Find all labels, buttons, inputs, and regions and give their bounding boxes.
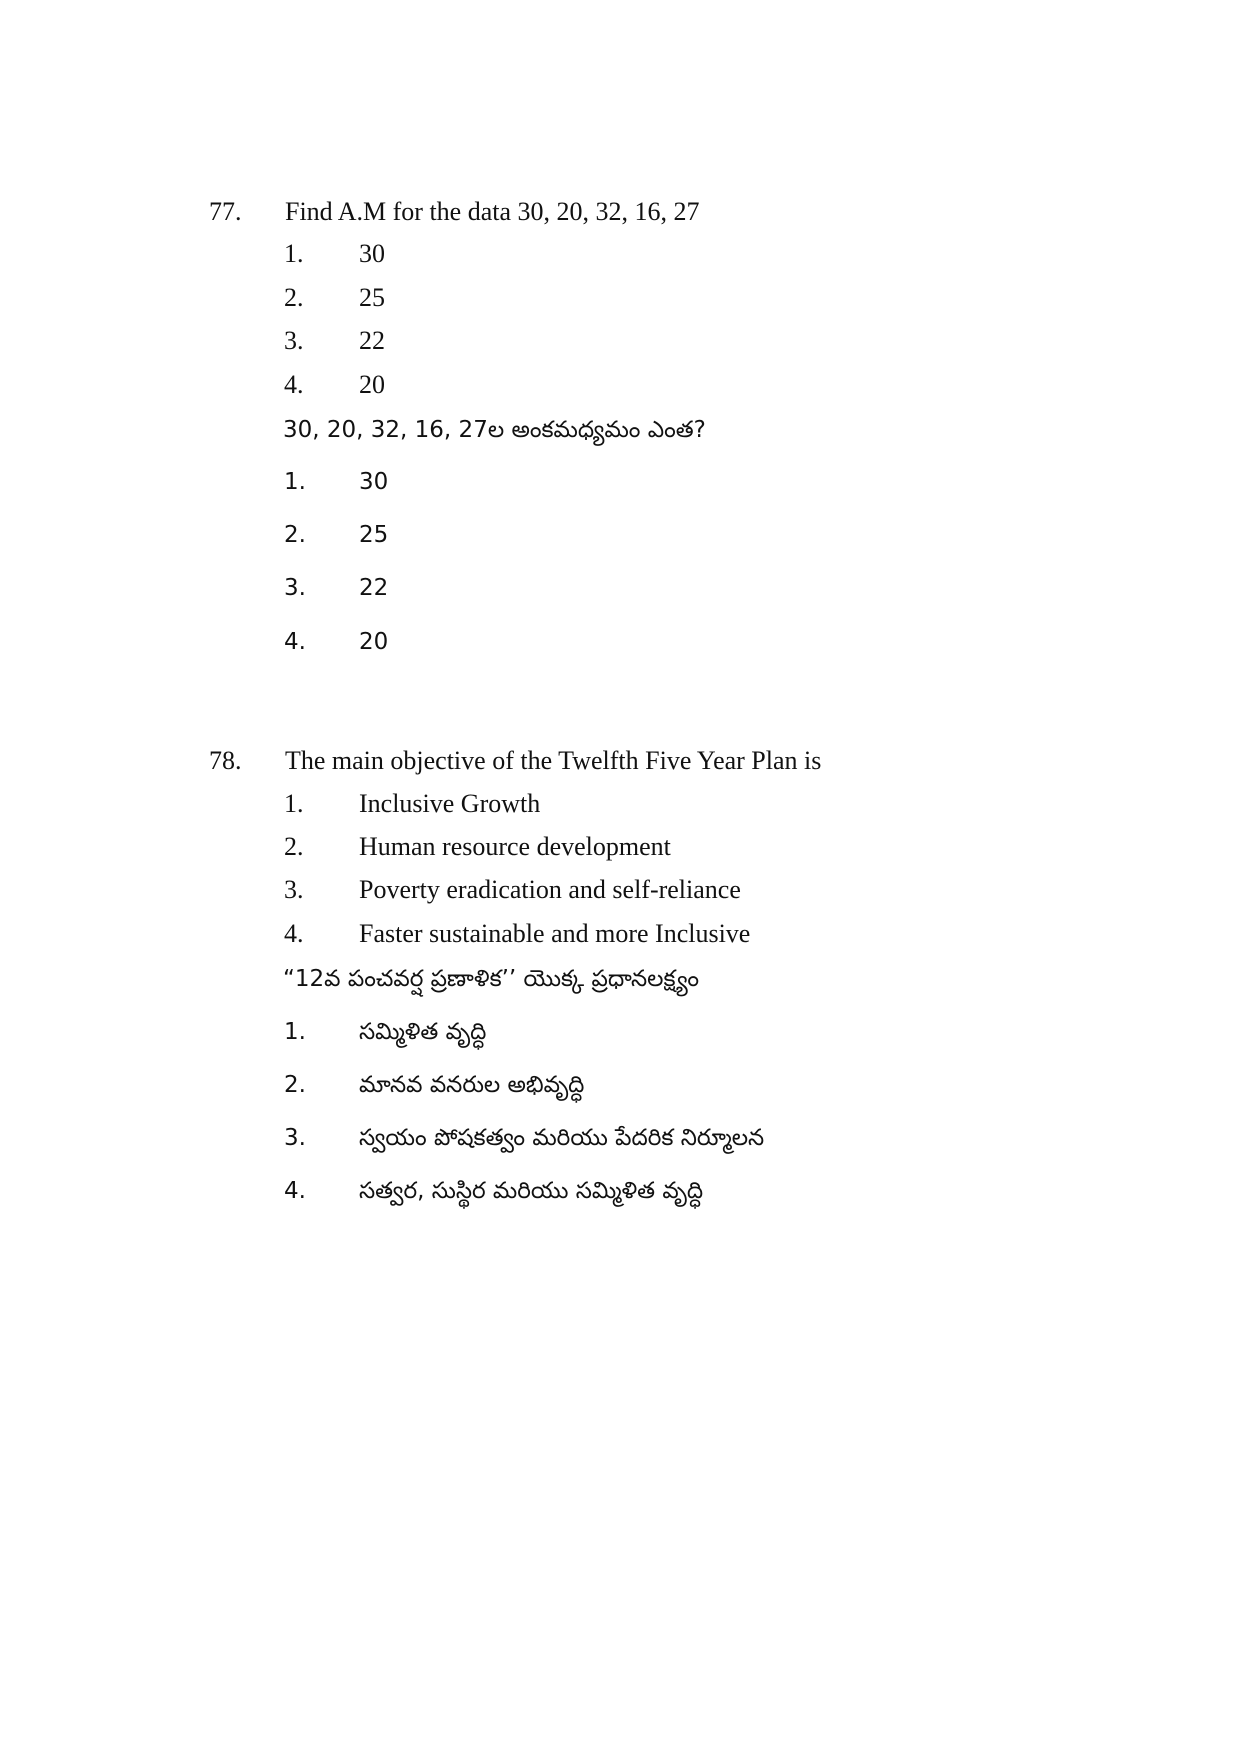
option-en-1 [0,237,1241,273]
option-number: 1. [284,789,304,818]
option-en-2 [0,830,1241,866]
option-text: 30 [359,239,385,268]
option-text: Inclusive Growth [359,789,541,818]
option-text: Faster sustainable and more Inclusive [359,919,751,948]
option-text: 22 [359,326,385,355]
option-number: 3. [284,575,306,601]
question-text-telugu: “12వ పంచవర్ష ప్రణాళిక’’ యొక్క ప్రధానలక్ష్యం [283,966,700,992]
option-text: మానవ వనరుల అభివృద్ధి [359,1072,585,1098]
option-number: 2. [284,832,304,861]
option-number: 4. [284,629,306,655]
option-number: 1. [284,239,304,268]
option-en-3 [0,873,1241,909]
option-te-4 [0,1174,1241,1210]
option-number: 1. [284,469,306,495]
option-text: 20 [359,629,389,655]
option-en-4 [0,368,1241,404]
option-text: స్వయం పోషకత్వం మరియు పేదరిక నిర్మూలన [359,1125,765,1151]
option-text: 20 [359,370,385,399]
option-te-2 [0,1068,1241,1104]
option-number: 4. [284,370,304,399]
option-te-3 [0,1121,1241,1157]
option-en-2 [0,281,1241,317]
option-number: 2. [284,283,304,312]
question-text-telugu: 30, 20, 32, 16, 27ల అంకమధ్యమం ఎంత? [283,417,706,443]
option-te-1 [0,1015,1241,1051]
option-te-4 [0,625,1241,661]
question-number: 78. [209,746,242,775]
option-number: 3. [284,326,304,355]
option-number: 4. [284,919,304,948]
option-text: సత్వర, సుస్థిర మరియు సమ్మిళిత వృద్ధి [359,1178,704,1204]
question-header [0,744,1241,784]
option-number: 1. [284,1019,306,1045]
option-number: 3. [284,1125,306,1151]
option-number: 4. [284,1178,306,1204]
option-en-1 [0,787,1241,823]
option-te-3 [0,571,1241,607]
option-en-3 [0,324,1241,360]
option-number: 2. [284,522,306,548]
option-text: 22 [359,575,389,601]
question-text-english: Find A.M for the data 30, 20, 32, 16, 27 [285,197,700,226]
option-text: Human resource development [359,832,671,861]
option-text: 25 [359,283,385,312]
option-text: 25 [359,522,389,548]
question-number: 77. [209,197,242,226]
question-header [0,195,1241,235]
option-text: సమ్మిళిత వృద్ధి [359,1019,487,1045]
option-number: 2. [284,1072,306,1098]
option-text: Poverty eradication and self-reliance [359,875,741,904]
option-text: 30 [359,469,389,495]
option-number: 3. [284,875,304,904]
question-text-english: The main objective of the Twelfth Five Year Plan is [285,746,822,775]
option-te-2 [0,518,1241,554]
option-te-1 [0,465,1241,501]
option-en-4 [0,917,1241,953]
